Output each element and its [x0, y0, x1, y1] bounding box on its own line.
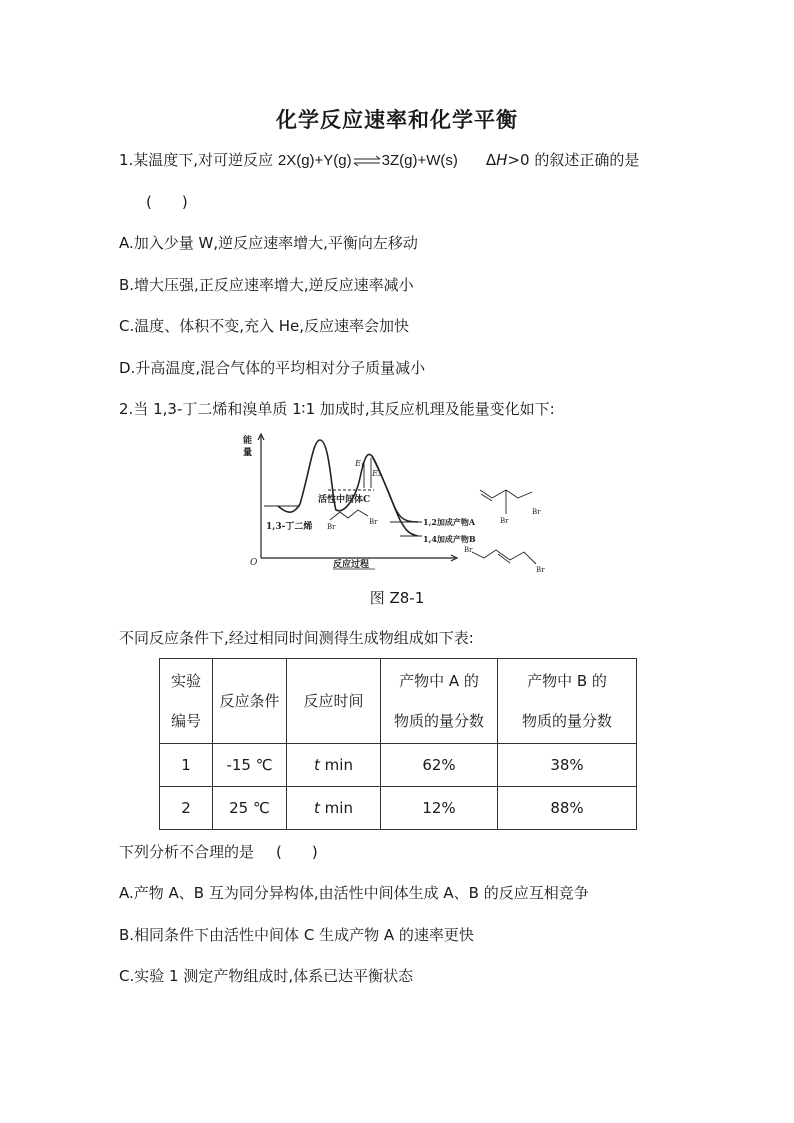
energy-curve-to-a: [372, 456, 418, 522]
product-a-br-1: Br: [500, 517, 509, 525]
table-header-cell: 产物中 B 的 物质的量分数: [498, 659, 637, 744]
e2-label: E₂: [372, 469, 382, 478]
energy-diagram: [240, 430, 560, 580]
q1-option-c: C.温度、体积不变,充入 He,反应速率会加快: [119, 317, 410, 335]
origin-label: O: [250, 558, 258, 568]
product-b-label: 1,4加成产物B: [423, 534, 476, 544]
results-table: [159, 658, 637, 830]
x-axis-label: 反应过程: [333, 560, 370, 570]
table-cell: t min: [287, 744, 381, 787]
reversible-arrow-icon: [353, 155, 381, 167]
intermediate-structure: [330, 510, 368, 520]
table-cell: t min: [287, 787, 381, 830]
q2-question: 下列分析不合理的是 ( ): [119, 843, 318, 861]
y-axis-label-2: 量: [243, 448, 253, 458]
table-row: [160, 787, 637, 830]
table-cell: 62%: [381, 744, 498, 787]
table-cell: 38%: [498, 744, 637, 787]
q1-equation-left: 2X(g)+Y(g): [277, 152, 352, 169]
product-b-br-1: Br: [464, 546, 473, 554]
product-a-br-2: Br: [532, 508, 541, 516]
q1-delta-h: ΔH>0: [485, 151, 530, 169]
intermediate-br-2: Br: [369, 518, 378, 526]
table-intro: 不同反应条件下,经过相同时间测得生成物组成如下表:: [119, 629, 474, 647]
figure-caption: 图 Z8-1: [369, 589, 425, 607]
q2-stem: 2.当 1,3-丁二烯和溴单质 1∶1 加成时,其反应机理及能量变化如下:: [119, 400, 555, 418]
table-header-cell: 反应时间: [287, 659, 381, 744]
q1-equation-right: 3Z(g)+W(s): [381, 152, 458, 169]
table-header-cell: 产物中 A 的 物质的量分数: [381, 659, 498, 744]
table-cell: 88%: [498, 787, 637, 830]
y-axis-label-1: 能: [243, 436, 253, 446]
intermediate-label: 活性中间体C: [318, 495, 371, 505]
e1-label: E₁: [355, 459, 365, 468]
table-cell: 12%: [381, 787, 498, 830]
table-cell: 1: [160, 744, 213, 787]
table-header-cell: 实验 编号: [160, 659, 213, 744]
q1-option-d: D.升高温度,混合气体的平均相对分子质量减小: [119, 359, 426, 377]
page-title: 化学反应速率和化学平衡: [276, 108, 518, 132]
table-cell: 25 ℃: [213, 787, 287, 830]
product-b-structure: [472, 550, 536, 564]
table-cell: -15 ℃: [213, 744, 287, 787]
q1-stem: [119, 150, 639, 171]
q1-stem-prefix: 1.某温度下,对可逆反应: [119, 151, 278, 169]
q1-answer-bracket: ( ): [146, 193, 188, 211]
table-header-row: [160, 659, 637, 744]
q1-stem-suffix: 的叙述正确的是: [529, 151, 640, 169]
product-a-label: 1,2加成产物A: [423, 517, 476, 527]
q1-option-b: B.增大压强,正反应速率增大,逆反应速率减小: [119, 276, 414, 294]
intermediate-br-1: Br: [327, 523, 336, 531]
table-header-cell: 反应条件: [213, 659, 287, 744]
q1-option-a: A.加入少量 W,逆反应速率增大,平衡向左移动: [119, 234, 418, 252]
table-cell: 2: [160, 787, 213, 830]
q2-option-a: A.产物 A、B 互为同分异构体,由活性中间体生成 A、B 的反应互相竞争: [119, 884, 589, 902]
reactant-label: 1,3-丁二烯: [266, 522, 313, 532]
q2-answer-bracket: ( ): [276, 843, 318, 861]
table-row: [160, 744, 637, 787]
product-b-br-2: Br: [536, 566, 545, 574]
q2-option-b: B.相同条件下由活性中间体 C 生成产物 A 的速率更快: [119, 926, 474, 944]
q2-option-c: C.实验 1 测定产物组成时,体系已达平衡状态: [119, 967, 414, 985]
